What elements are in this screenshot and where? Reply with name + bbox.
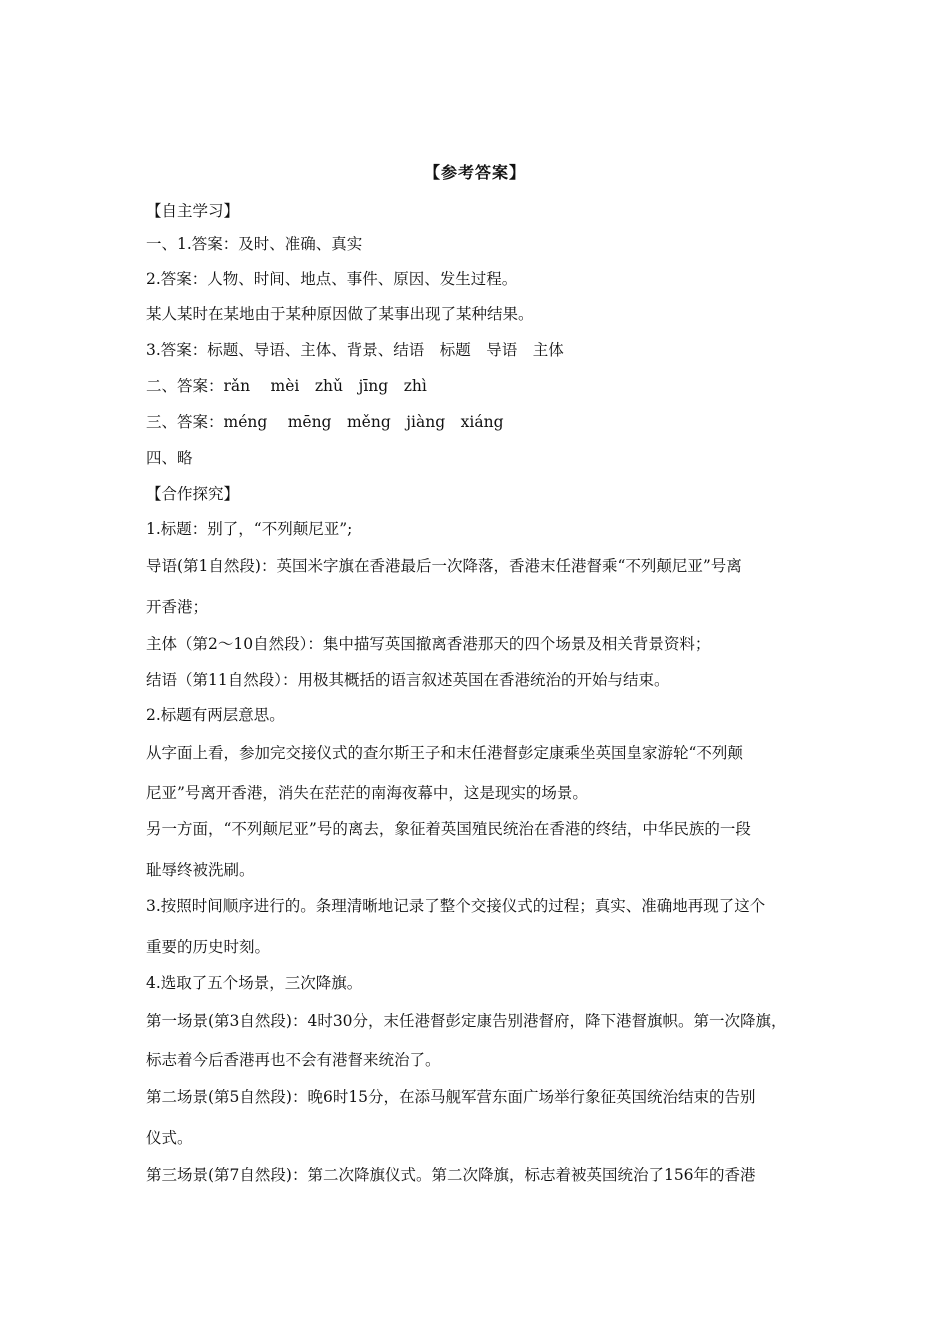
answer-line: 第一场景(第3自然段)：4时30分，末任港督彭定康告别港督府，降下港督旗帜。第一次降旗， bbox=[146, 1012, 787, 1030]
answer-line: 3.按照时间顺序进行的。条理清晰地记录了整个交接仪式的过程；真实、准确地再现了这个 bbox=[146, 897, 766, 915]
answer-line: 1.标题：别了，“不列颠尼亚”; bbox=[146, 520, 353, 538]
page-title: 【参考答案】 bbox=[423, 163, 526, 182]
answer-line: 另一方面，“不列颠尼亚”号的离去，象征着英国殖民统治在香港的终结，中华民族的一段 bbox=[146, 820, 751, 838]
answer-line-pinyin: 三、答案：méng mēng měng jiàng xiáng bbox=[146, 413, 504, 431]
answer-line-pinyin: 二、答案：rǎn mèi zhǔ jīng zhì bbox=[146, 377, 427, 395]
answer-line: 尼亚”号离开香港，消失在茫茫的南海夜幕中，这是现实的场景。 bbox=[146, 784, 588, 802]
answer-line: 4.选取了五个场景，三次降旗。 bbox=[146, 974, 363, 992]
answer-line: 四、略 bbox=[146, 449, 193, 467]
answer-line: 开香港； bbox=[146, 598, 209, 616]
answer-line: 某人某时在某地由于某种原因做了某事出现了某种结果。 bbox=[146, 305, 534, 323]
answer-line: 第三场景(第7自然段)：第二次降旗仪式。第二次降旗，标志着被英国统治了156年的香港 bbox=[146, 1166, 756, 1184]
answer-line: 导语(第1自然段)：英国米字旗在香港最后一次降落，香港末任港督乘“不列颠尼亚”号离 bbox=[146, 557, 742, 575]
answer-line: 结语（第11自然段）：用极其概括的语言叙述英国在香港统治的开始与结束。 bbox=[146, 671, 670, 689]
answer-line: 一、1.答案：及时、准确、真实 bbox=[146, 235, 363, 253]
answer-line: 2.标题有两层意思。 bbox=[146, 706, 285, 724]
answer-line: 标志着今后香港再也不会有港督来统治了。 bbox=[146, 1051, 441, 1069]
section-heading-self-study: 【自主学习】 bbox=[146, 202, 240, 220]
answer-line: 仪式。 bbox=[146, 1129, 193, 1147]
answer-line: 耻辱终被洗刷。 bbox=[146, 861, 255, 879]
answer-line: 2.答案：人物、时间、地点、事件、原因、发生过程。 bbox=[146, 270, 518, 288]
answer-line: 从字面上看，参加完交接仪式的查尔斯王子和末任港督彭定康乘坐英国皇家游轮“不列颠 bbox=[146, 744, 743, 762]
answer-line: 重要的历史时刻。 bbox=[146, 938, 271, 956]
answer-line: 3.答案：标题、导语、主体、背景、结语 标题 导语 主体 bbox=[146, 341, 564, 359]
answer-line: 第二场景(第5自然段)：晚6时15分，在添马舰军营东面广场举行象征英国统治结束的告别 bbox=[146, 1088, 756, 1106]
answer-line: 主体（第2～10自然段）：集中描写英国撤离香港那天的四个场景及相关背景资料； bbox=[146, 635, 711, 653]
section-heading-inquiry: 【合作探究】 bbox=[146, 485, 240, 503]
